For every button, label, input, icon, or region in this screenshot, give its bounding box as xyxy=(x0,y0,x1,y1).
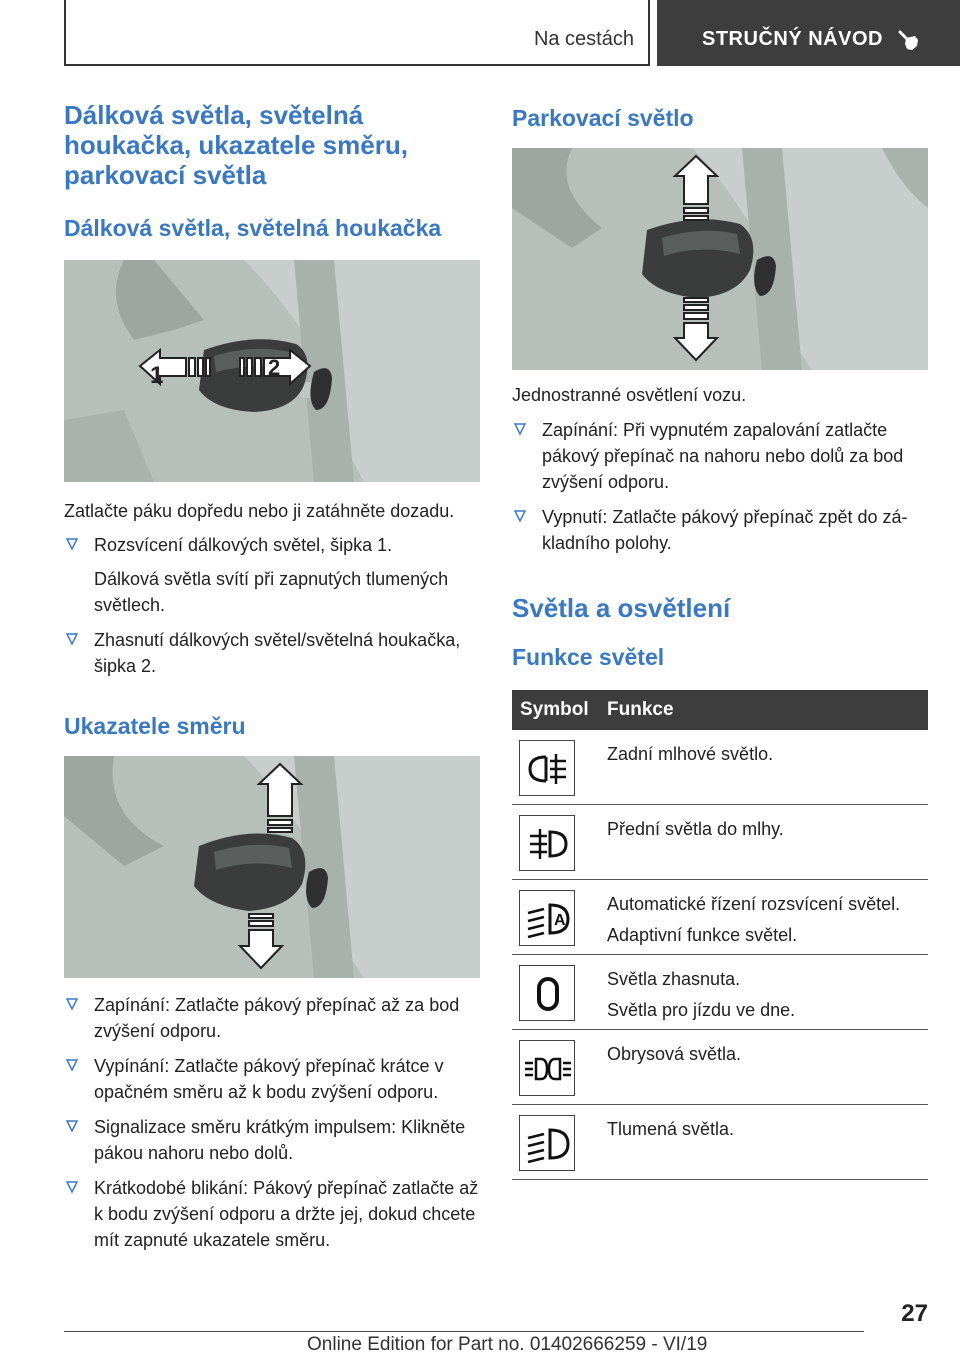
high-beam-note: Dálková světla svítí při zapnutých tlumených světlech. xyxy=(94,569,449,615)
low-beam-icon xyxy=(520,1116,576,1172)
table-row xyxy=(512,1030,928,1105)
table-row xyxy=(512,1105,928,1180)
bullet-triangle-icon xyxy=(66,537,78,551)
subsection-heading-light-functions: Funkce světel xyxy=(512,644,665,670)
function-text: Přední světla do mlhy. xyxy=(607,819,784,839)
front-fog-light-icon xyxy=(520,816,576,872)
parking-lights-icon xyxy=(520,1041,576,1097)
function-text: Světla pro jízdu ve dne. xyxy=(607,1000,796,1020)
table-row xyxy=(512,805,928,880)
section-title: Dálková světla, světelná houkačka, ukazatele směru, parkovací světla xyxy=(64,100,408,190)
header-tab[interactable] xyxy=(657,0,960,66)
lights-off-icon xyxy=(520,966,576,1022)
bullet-triangle-icon xyxy=(66,1058,78,1072)
subsection-heading-parking: Parkovací světlo xyxy=(512,105,694,131)
bullet-turn-short: Signalizace směru krátkým impulsem: Klikněte pákou nahoru nebo dolů. xyxy=(64,1114,482,1166)
table-row xyxy=(512,955,928,1030)
bullet-triangle-icon xyxy=(66,997,78,1011)
header-tab-label: STRUČNÝ NÁVOD xyxy=(702,28,883,50)
svg-text:A: A xyxy=(554,912,566,929)
photo-label-2: 2 xyxy=(268,355,281,380)
light-functions-table xyxy=(512,690,928,1180)
table-header xyxy=(512,690,928,730)
bullet-high-beam-off: Zhasnutí dálkových světel/světelná houkačka, šipka 2. xyxy=(64,627,482,679)
header-section-title: Na cestách xyxy=(533,28,634,50)
bullet-parking-off: Vypnutí: Zatlačte pákový přepínač zpět do základního polohy. xyxy=(512,504,930,556)
bullet-triangle-icon xyxy=(514,422,526,436)
hand-pointer-icon xyxy=(895,27,923,55)
subsection-heading-turn-signals: Ukazatele směru xyxy=(64,713,246,739)
section-heading-lights: Světla a osvětlení xyxy=(512,593,731,623)
header-frame xyxy=(64,0,650,66)
rear-fog-light-icon xyxy=(520,741,576,797)
header-function: Funkce xyxy=(607,699,674,720)
high-beam-intro: Zatlačte páku dopředu nebo ji zatáhněte dozadu. xyxy=(64,501,455,521)
bullet-triangle-icon xyxy=(66,1119,78,1133)
bullet-triangle-icon xyxy=(66,1180,78,1194)
auto-headlight-icon xyxy=(520,891,576,947)
high-beam-photo xyxy=(64,260,480,482)
function-text: Tlumená světla. xyxy=(607,1119,735,1139)
function-text: Zadní mlhové světlo. xyxy=(607,744,774,764)
parking-light-photo xyxy=(512,148,928,370)
function-text: Světla zhasnuta. xyxy=(607,969,741,989)
header-symbol: Symbol xyxy=(520,699,589,720)
bullet-triangle-icon xyxy=(514,509,526,523)
bullet-turn-hold: Krátkodobé blikání: Pákový přepínač zatlačte až k bodu zvýšení odporu a držte jej, dokud chcete mít zapnuté ukazatele směru. xyxy=(64,1175,482,1253)
page-number: 27 xyxy=(901,1300,928,1327)
function-text: Automatické řízení rozsvícení světel. xyxy=(607,894,901,914)
photo-label-1: 1 xyxy=(150,362,164,389)
left-column xyxy=(64,100,482,1253)
function-text: Adaptivní funkce světel. xyxy=(607,925,798,945)
bullet-turn-on: Zapínání: Zatlačte pákový přepínač až za bod zvýšení odporu. xyxy=(64,992,482,1044)
table-row xyxy=(512,730,928,805)
bullet-parking-on: Zapínání: Při vypnutém zapalování zatlačte pákový přepínač na nahoru nebo dolů za bod zvýšení odporu. xyxy=(512,417,930,495)
bullet-triangle-icon xyxy=(66,632,78,646)
function-text: Obrysová světla. xyxy=(607,1044,742,1064)
parking-intro: Jednostranné osvětlení vozu. xyxy=(512,385,747,405)
bullet-high-beam-on: Rozsvícení dálkových světel, šipka 1. xyxy=(64,532,482,558)
bullet-turn-off: Vypínání: Zatlačte pákový přepínač krátce v opačném směru až k bodu zvýšení odporu. xyxy=(64,1053,482,1105)
footer-edition: Online Edition for Part no. 01402666259 - VI/19 xyxy=(307,1334,708,1355)
table-row xyxy=(512,880,928,955)
right-column xyxy=(512,100,930,1180)
turn-signal-photo xyxy=(64,756,480,978)
footer-divider xyxy=(64,1331,864,1332)
subsection-heading-high-beam: Dálková světla, světelná houkačka xyxy=(64,215,442,241)
